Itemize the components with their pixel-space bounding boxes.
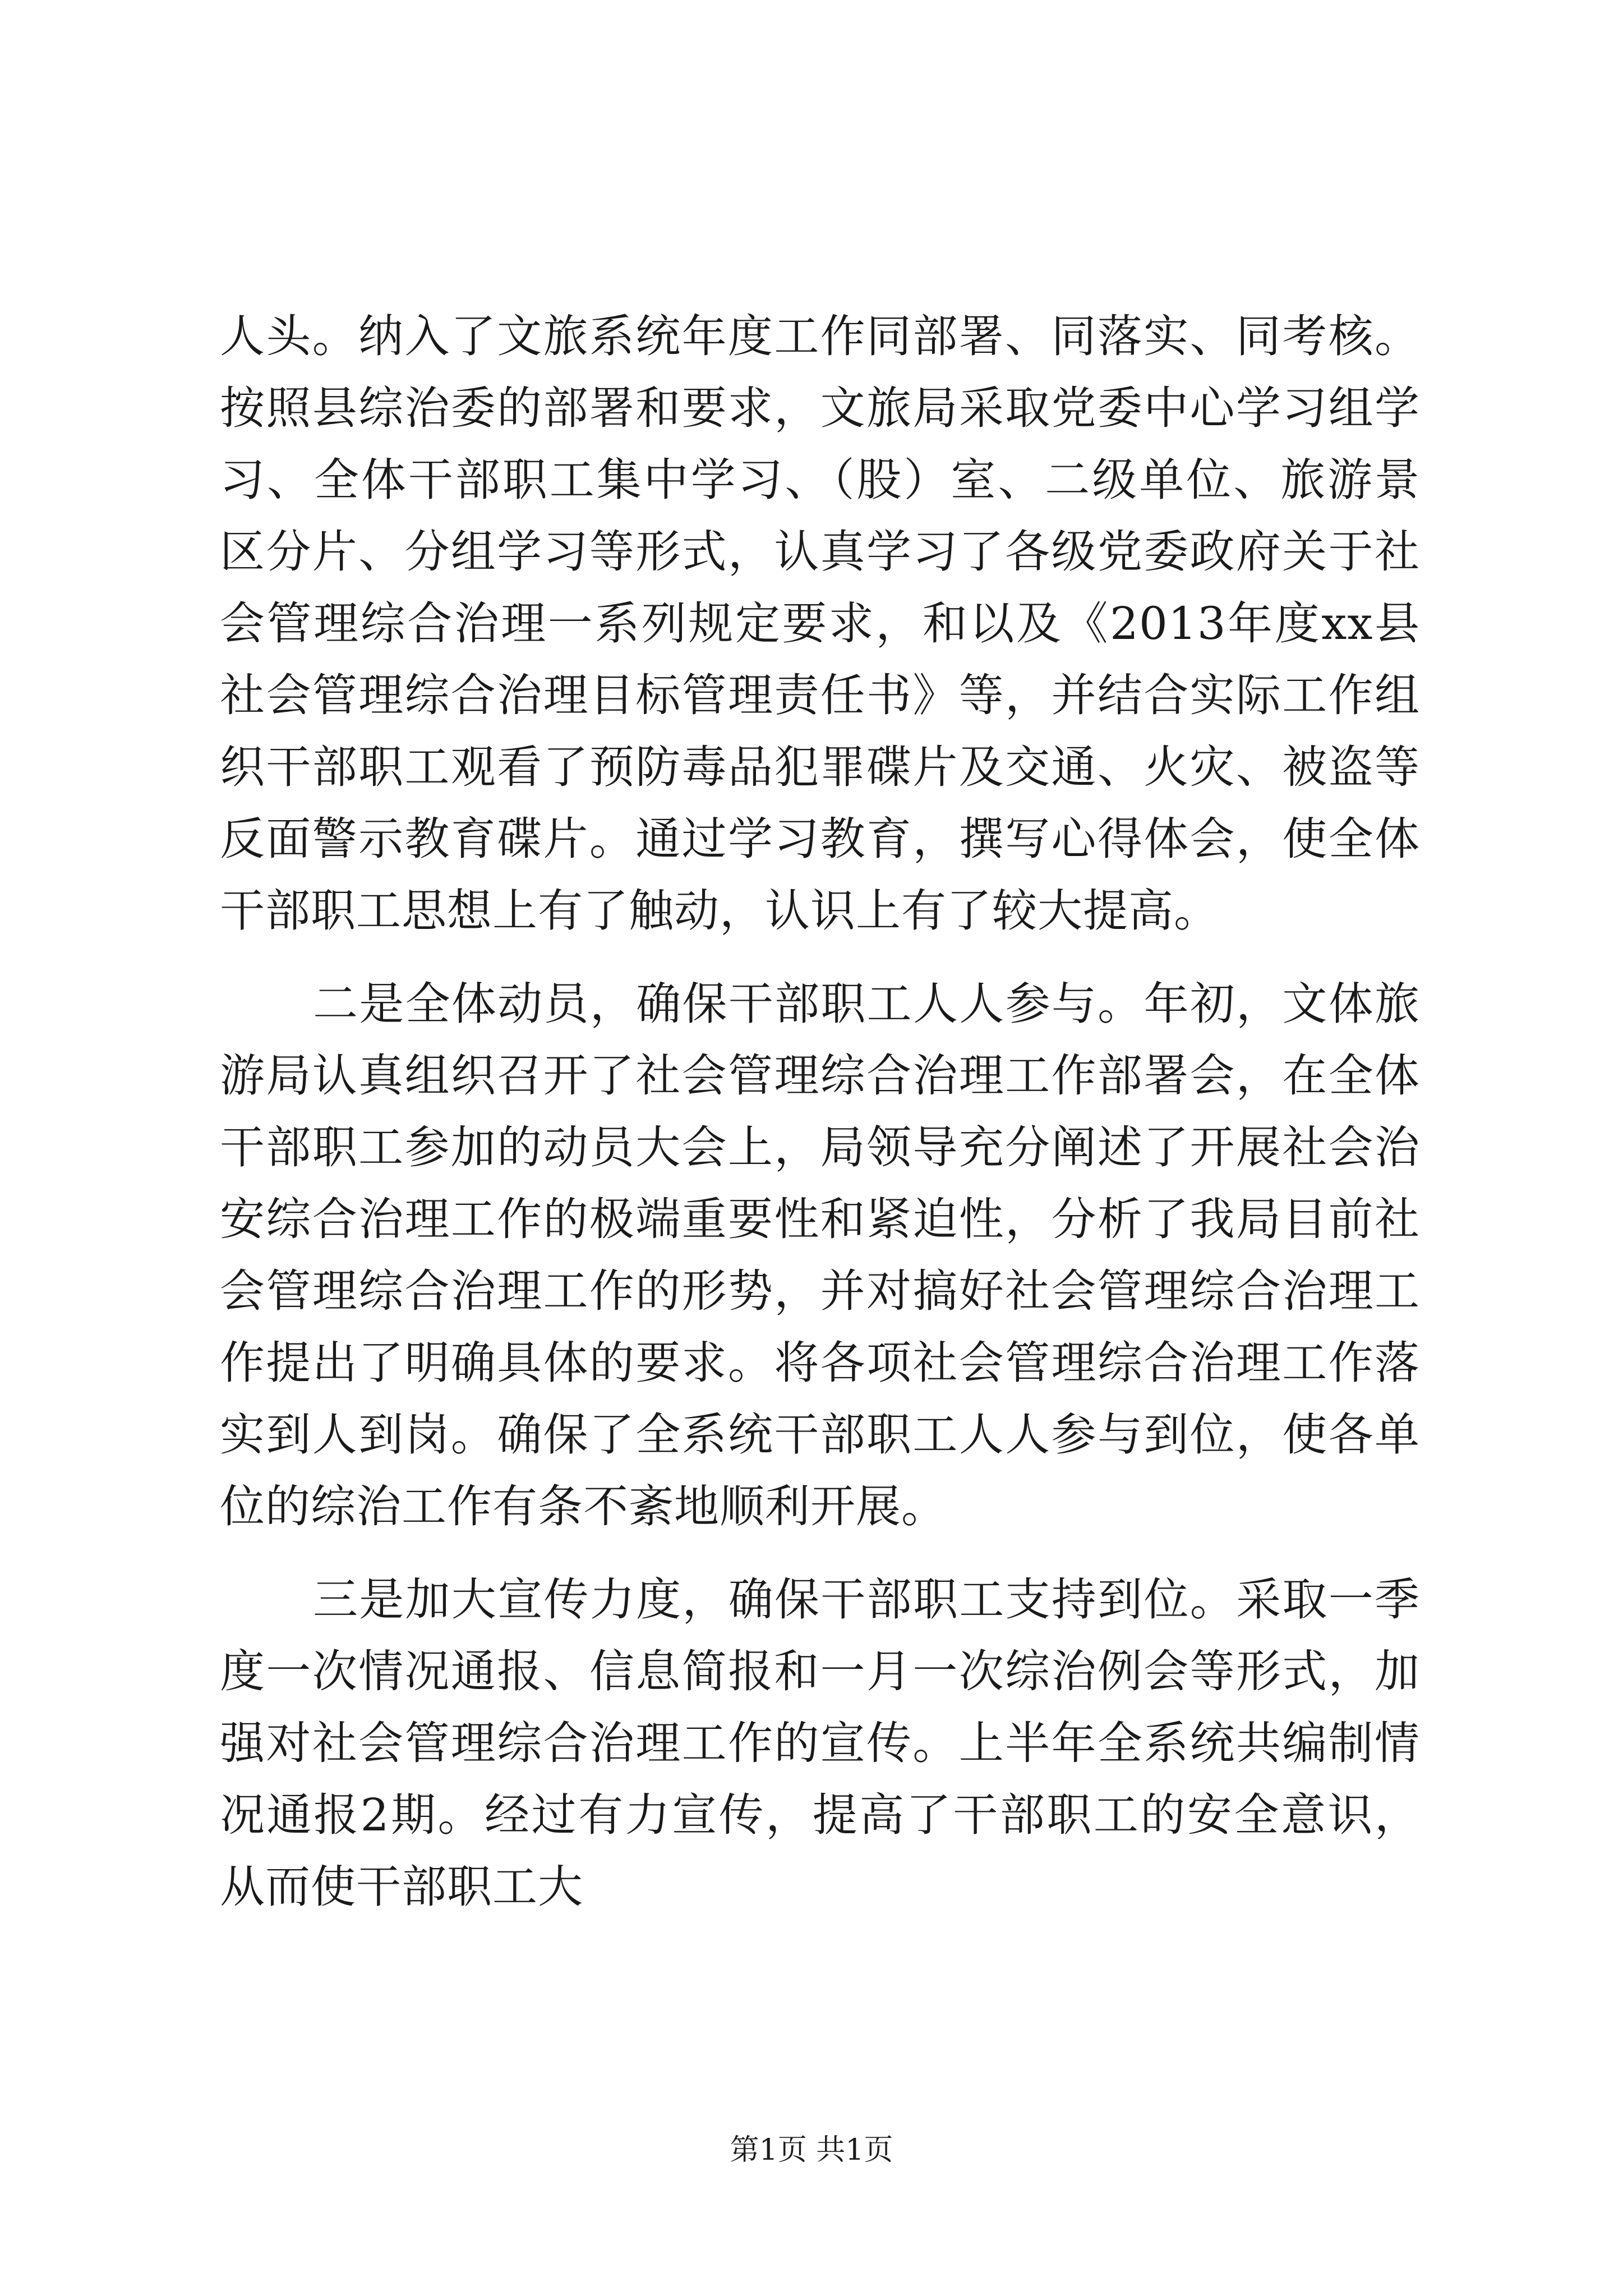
paragraph-3: 三是加大宣传力度，确保干部职工支持到位。采取一季度一次情况通报、信息简报和一月一次综治例会等形式，加强对社会管理综合治理工作的宣传。上半年全系统共编制情况通报2期。经过有力宣传，提高了干部职工的安全意识，从而使干部职工大	[220, 1573, 1420, 1913]
paragraph-2: 二是全体动员，确保干部职工人人参与。年初，文体旅游局认真组织召开了社会管理综合治理工作部署会，在全体干部职工参加的动员大会上，局领导充分阐述了开展社会治安综合治理工作的极端重要性和紧迫性，分析了我局目前社会管理综合治理工作的形势，并对搞好社会管理综合治理工作提出了明确具体的要求。将各项社会管理综合治理工作落实到人到岗。确保了全系统干部职工人人参与到位，使各单位的综治工作有条不紊地顺利开展。	[220, 978, 1420, 1533]
page-number-footer: 第1页 共1页	[730, 2133, 893, 2167]
document-body	[220, 301, 1420, 1923]
paragraph-1: 人头。纳入了文旅系统年度工作同部署、同落实、同考核。按照县综治委的部署和要求，文旅局采取党委中心学习组学习、全体干部职工集中学习、（股）室、二级单位、旅游景区分片、分组学习等形式，认真学习了各级党委政府关于社会管理综合治理一系列规定要求，和以及《2013年度xx县社会管理综合治理目标管理责任书》等，并结合实际工作组织干部职工观看了预防毒品犯罪碟片及交通、火灾、被盗等反面警示教育碟片。通过学习教育，撰写心得体会，使全体干部职工思想上有了触动，认识上有了较大提高。	[220, 310, 1420, 937]
